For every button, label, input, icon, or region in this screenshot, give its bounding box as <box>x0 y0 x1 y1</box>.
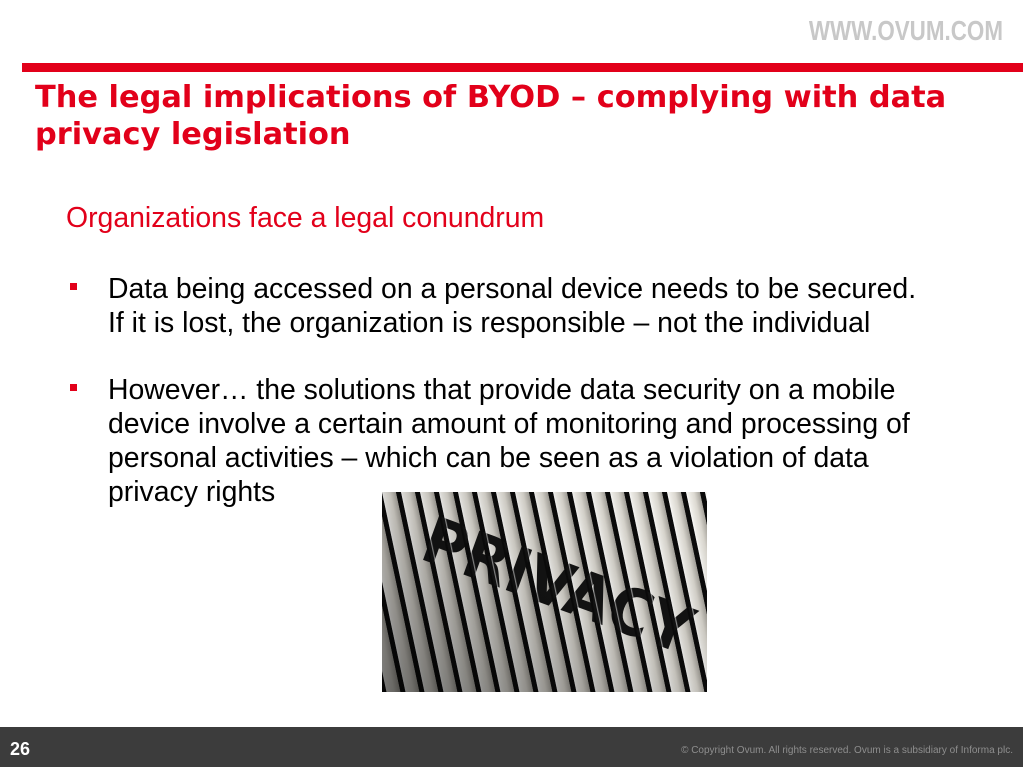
privacy-image <box>382 492 707 692</box>
copyright-notice: © Copyright Ovum. All rights reserved. Ovum is a subsidiary of Informa plc. <box>681 745 1013 756</box>
bullet-item <box>108 272 928 340</box>
bullet-marker <box>70 384 77 391</box>
bullet-text: However… the solutions that provide data security on a mobile device involve a certain amount of monitoring and processing of personal activities – which can be seen as a violation of data privacy rights <box>108 374 910 508</box>
bullet-text: Data being accessed on a personal device needs to be secured. If it is lost, the organization is responsible – not the individual <box>108 273 917 339</box>
image-shading <box>382 492 707 692</box>
bullet-marker <box>70 283 77 290</box>
bullet-item <box>108 373 928 509</box>
slide-title: The legal implications of BYOD – complying with data privacy legislation <box>35 80 947 152</box>
header-rule <box>22 63 1023 72</box>
slide-subheading: Organizations face a legal conundrum <box>66 202 545 234</box>
footer-bar <box>0 727 1023 767</box>
page-number: 26 <box>10 739 31 759</box>
site-url: WWW.OVUM.COM <box>808 15 1003 46</box>
